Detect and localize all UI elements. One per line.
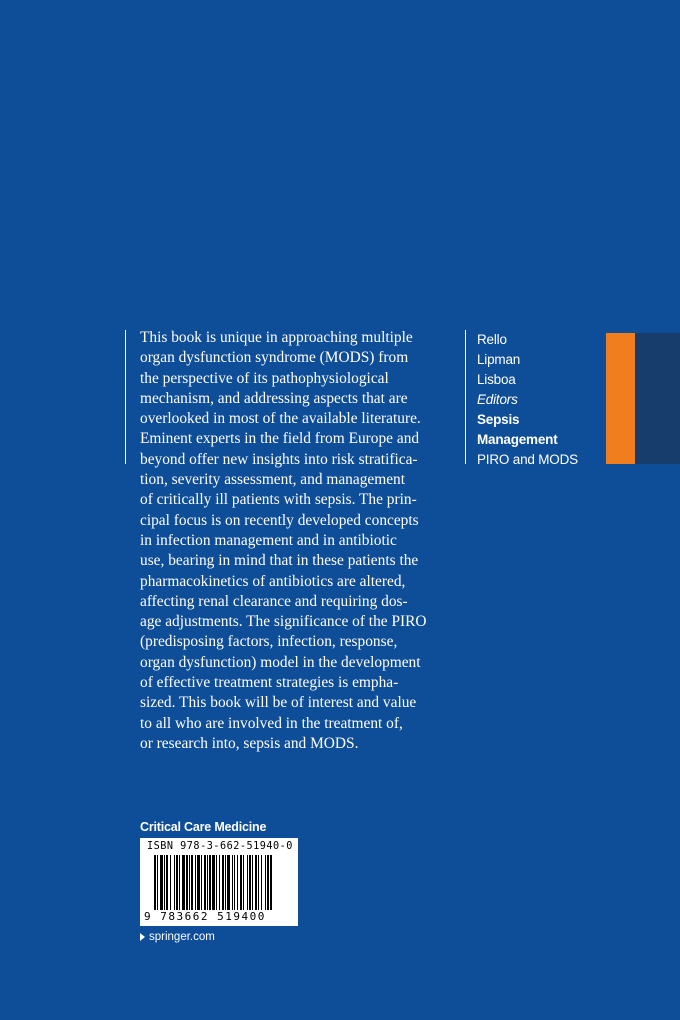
barcode-bar (176, 855, 178, 910)
arrow-right-icon (140, 933, 145, 941)
description-line: cipal focus is on recently developed concepts (140, 511, 419, 529)
orange-accent-block (606, 333, 635, 464)
barcode-bar (182, 855, 185, 910)
barcode-bar (255, 855, 257, 910)
description-line: affecting renal clearance and requiring dos- (140, 592, 408, 610)
barcode-bar (243, 855, 244, 910)
barcode-bar (247, 855, 248, 910)
barcode-bar (267, 855, 269, 910)
barcode-bar (207, 855, 208, 910)
barcode-bar (179, 855, 180, 910)
description-line: of effective treatment strategies is empha- (140, 674, 399, 692)
editor-name: Lisboa (477, 372, 516, 387)
barcode-bar (234, 855, 235, 910)
book-info-block (477, 330, 578, 470)
description-line: use, bearing in mind that in these patients the (140, 552, 419, 570)
barcode-bar (201, 855, 202, 910)
navy-accent-block (635, 333, 680, 464)
barcode-bar (191, 855, 193, 910)
barcode-bar (164, 855, 165, 910)
website-text[interactable]: springer.com (149, 931, 215, 943)
barcode-bar (270, 855, 272, 910)
barcode-bar (265, 855, 266, 910)
barcode-bar (227, 855, 230, 910)
editors-label: Editors (477, 392, 518, 407)
book-title-line1: Sepsis (477, 412, 520, 427)
barcode-bar (232, 855, 233, 910)
barcode-bar (261, 855, 262, 910)
description-line: organ dysfunction syndrome (MODS) from (140, 349, 409, 367)
barcode-bar (249, 855, 251, 910)
barcode-bar (258, 855, 259, 910)
description-line: (predisposing factors, infection, response, (140, 633, 398, 651)
description-line: pharmacokinetics of antibiotics are altered, (140, 572, 406, 590)
barcode-bar (212, 855, 215, 910)
barcode-bar (225, 855, 226, 910)
description-line: age adjustments. The significance of the PIRO (140, 613, 427, 631)
barcode-bar (160, 855, 163, 910)
description-line: to all who are involved in the treatment of, (140, 714, 403, 732)
barcode-panel (140, 838, 298, 926)
description-line: beyond offer new insights into risk stratifica- (140, 450, 418, 468)
barcode-bar (204, 855, 206, 910)
barcode-bar (252, 855, 253, 910)
barcode-bar (154, 855, 156, 910)
barcode-digits: 9 783662 519400 (144, 910, 266, 923)
description-line: in infection management and in antibiotic (140, 531, 397, 549)
series-title: Critical Care Medicine (140, 820, 267, 834)
description-line: overlooked in most of the available literature. (140, 410, 421, 428)
description-line: organ dysfunction) model in the development (140, 653, 421, 671)
barcode-bar (216, 855, 217, 910)
book-description (140, 328, 458, 754)
barcode-bar (197, 855, 200, 910)
description-line: of critically ill patients with sepsis. The prin- (140, 491, 417, 509)
barcode-bar (166, 855, 168, 910)
barcode-bar (237, 855, 238, 910)
description-line: This book is unique in approaching multiple (140, 329, 413, 346)
website-link[interactable] (140, 931, 215, 943)
barcode-bar (186, 855, 188, 910)
barcode-bar (209, 855, 211, 910)
description-line: mechanism, and addressing aspects that are (140, 389, 408, 407)
barcode-bar (222, 855, 224, 910)
barcode-bar (189, 855, 190, 910)
editor-name: Rello (477, 332, 507, 347)
description-line: tion, severity assessment, and management (140, 471, 405, 489)
book-title-line2: Management (477, 432, 558, 447)
divider-line-left (125, 330, 126, 464)
description-line: or research into, sepsis and MODS. (140, 734, 359, 752)
barcode-bar (219, 855, 220, 910)
description-line: Eminent experts in the field from Europe and (140, 430, 420, 448)
barcode-bar (195, 855, 196, 910)
barcode-bar (157, 855, 158, 910)
description-line: sized. This book will be of interest and value (140, 694, 417, 712)
barcode-bar (240, 855, 242, 910)
isbn-label: ISBN 978-3-662-51940-0 (147, 841, 293, 852)
description-line: the perspective of its pathophysiological (140, 369, 389, 387)
barcode-bar (174, 855, 175, 910)
divider-line-middle (465, 330, 466, 464)
editor-name: Lipman (477, 352, 521, 367)
book-subtitle: PIRO and MODS (477, 452, 578, 467)
barcode-bar (170, 855, 171, 910)
